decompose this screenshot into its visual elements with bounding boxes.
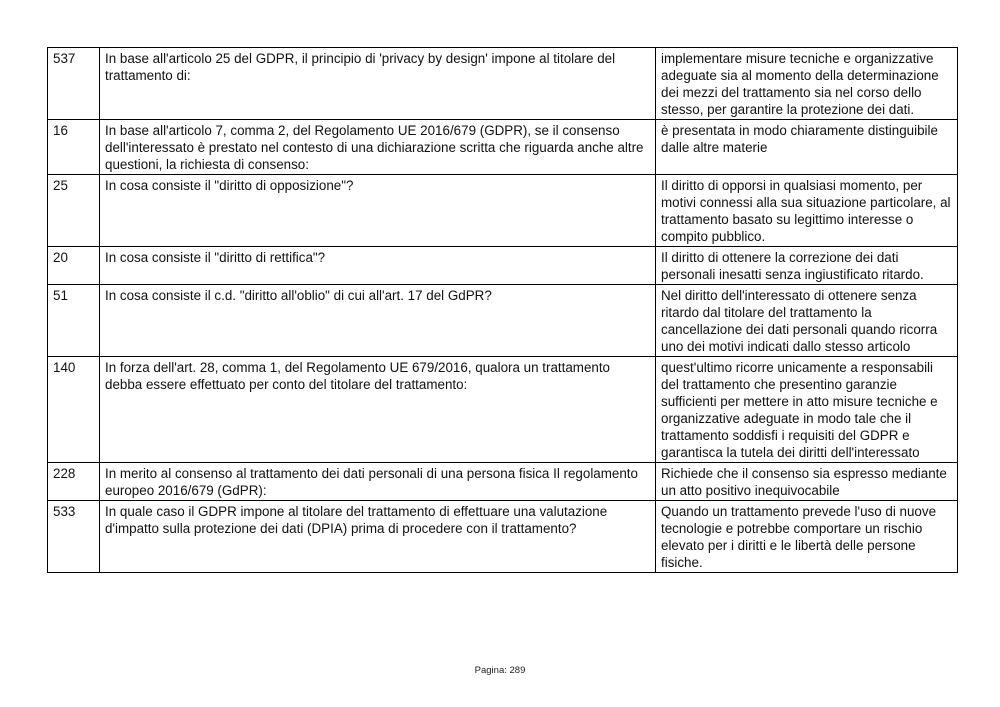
table-row	[48, 463, 958, 501]
question-text: In cosa consiste il "diritto di rettifica"?	[100, 247, 656, 285]
question-id: 533	[48, 501, 100, 573]
table-row	[48, 120, 958, 175]
answer-text: Il diritto di ottenere la correzione dei dati personali inesatti senza ingiustificato ritardo.	[656, 247, 958, 285]
question-id: 16	[48, 120, 100, 175]
table-row	[48, 247, 958, 285]
question-id: 140	[48, 357, 100, 463]
question-text: In forza dell'art. 28, comma 1, del Regolamento UE 679/2016, qualora un trattamento debba essere effettuato per conto del titolare del trattamento:	[100, 357, 656, 463]
question-id: 25	[48, 175, 100, 247]
question-id: 51	[48, 285, 100, 357]
answer-text: Quando un trattamento prevede l'uso di nuove tecnologie e potrebbe comportare un rischio elevato per i diritti e le libertà delle persone fisiche.	[656, 501, 958, 573]
answer-text: Il diritto di opporsi in qualsiasi momento, per motivi connessi alla sua situazione particolare, al trattamento basato su legittimo interesse o compito pubblico.	[656, 175, 958, 247]
question-id: 20	[48, 247, 100, 285]
table-row	[48, 501, 958, 573]
answer-text: quest'ultimo ricorre unicamente a responsabili del trattamento che presentino garanzie sufficienti per mettere in atto misure tecniche e organizzative adeguate in modo tale che il trattamento soddisfi i requisiti del GDPR e garantisca la tutela dei diritti dell'interessato	[656, 357, 958, 463]
question-id: 228	[48, 463, 100, 501]
question-id: 537	[48, 48, 100, 120]
answer-text: Richiede che il consenso sia espresso mediante un atto positivo inequivocabile	[656, 463, 958, 501]
answer-text: Nel diritto dell'interessato di ottenere senza ritardo dal titolare del trattamento la cancellazione dei dati personali quando ricorra uno dei motivi indicati dallo stesso articolo	[656, 285, 958, 357]
table-row	[48, 357, 958, 463]
table-row	[48, 48, 958, 120]
page-number: Pagina: 289	[474, 665, 526, 676]
question-text: In quale caso il GDPR impone al titolare del trattamento di effettuare una valutazione d'impatto sulla protezione dei dati (DPIA) prima di procedere con il trattamento?	[100, 501, 656, 573]
question-text: In base all'articolo 7, comma 2, del Regolamento UE 2016/679 (GDPR), se il consenso dell'interessato è prestato nel contesto di una dichiarazione scritta che riguarda anche altre questioni, la richiesta di consenso:	[100, 120, 656, 175]
question-text: In cosa consiste il "diritto di opposizione"?	[100, 175, 656, 247]
answer-text: implementare misure tecniche e organizzative adeguate sia al momento della determinazione dei mezzi del trattamento sia nel corso dello stesso, per garantire la protezione dei dati.	[656, 48, 958, 120]
question-text: In merito al consenso al trattamento dei dati personali di una persona fisica Il regolamento europeo 2016/679 (GdPR):	[100, 463, 656, 501]
question-text: In cosa consiste il c.d. "diritto all'oblio" di cui all'art. 17 del GdPR?	[100, 285, 656, 357]
table-row	[48, 285, 958, 357]
question-text: In base all'articolo 25 del GDPR, il principio di 'privacy by design' impone al titolare del trattamento di:	[100, 48, 656, 120]
question-table	[47, 47, 958, 573]
answer-text: è presentata in modo chiaramente distinguibile dalle altre materie	[656, 120, 958, 175]
table-row	[48, 175, 958, 247]
